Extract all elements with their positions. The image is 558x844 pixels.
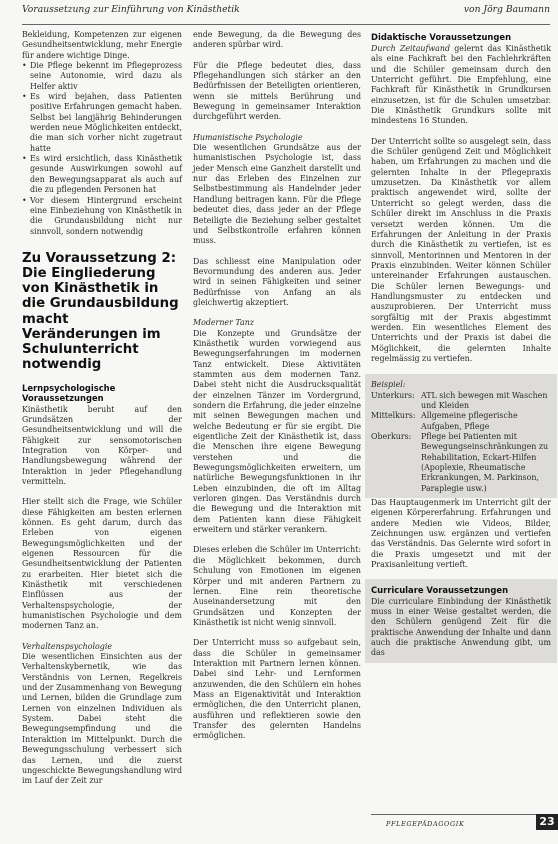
subheading: Didaktische Voraussetzungen bbox=[371, 32, 512, 42]
italic-subheading: Moderner Tanz bbox=[193, 318, 254, 328]
example-key: Unterkurs: bbox=[371, 390, 415, 400]
list-item: • Die Pflege bekennt im Pflegeprozess seine Autonomie, wird dazu als Helfer aktiv bbox=[22, 61, 182, 92]
example-row bbox=[371, 432, 551, 494]
example-label: Beispiel: bbox=[371, 380, 406, 390]
journal-name: PFLEGEPÄDAGOGIK bbox=[386, 820, 465, 828]
running-header bbox=[22, 4, 550, 22]
paragraph: Das Hauptaugenmerk im Unterricht gilt der eigenen Körpererfahrung. Erfahrungen und andere Medien wie Videos, Bilder, Zeichnungen usw. ergänzen und vertiefen das Verständnis. Das Gelernte wird sofort in die Praxis umgesetzt und mit der Praxisanleitung vertieft. bbox=[371, 498, 551, 570]
bullet-list bbox=[22, 61, 182, 237]
header-right: von Jörg Baumann bbox=[463, 4, 550, 15]
example-box bbox=[365, 374, 557, 498]
paragraph: Die Konzepte und Grundsätze der Kinästhetik wurden vorwiegend aus Bewegungserfahrungen im modernen Tanz entwickelt. Diese Aktivitäten stammten aus dem modernen Tanz. Dabei steht nicht die Ausdrucksqualität der einzelnen Tänzer im Vordergrund, sondern die Erfahrung, die jeder einzelne mit seinen Bewegungen machen und welche Bedeutung er für sie ergibt. Die eigentliche Zeit der Kinästhetik ist, dass die Menschen ihre eigene Bewegung verstehen und die Bewegungsmöglichkeiten erweitern, um natürliche Bewegungsfunktionen in ihr Leben einzubinden, die oft im Alltag verloren gingen. Das Verständnis durch die Bewegung und die Interaktion mit dem Patienten kann diese Fähigkeit erweitern und stärker verankern. bbox=[193, 328, 361, 535]
header-rule bbox=[22, 24, 550, 25]
paragraph-text: gelernt das Kinästhetik als eine Fachkraft bei den Fachlehrkräften und die Schüler gemeinsam durch den Unterricht geführt. Die Empfehlung, eine Fachkraft für Kinästhetik in Grundkursen einzusetzen, ist für die Schulen umsetzbar. Die Kinästhetik Grundkurs sollte mit mindestens 16 Stunden. bbox=[371, 44, 551, 126]
subheading: Lernpsychologische Voraussetzungen bbox=[22, 382, 116, 403]
italic-lead: Durch Zeitaufwand bbox=[371, 44, 451, 53]
column-2 bbox=[193, 30, 361, 742]
paragraph: Dieses erleben die Schüler im Unterricht: die Möglichkeit bekommen, durch Schulung von Emotionen im eigenen Körper und mit anderen Partnern zu lernen. Eine rein theoretische Auseinandersetzung mit den Grundsätzen und Konzepten der Kinästhetik ist nicht wenig sinnvoll. bbox=[193, 545, 361, 627]
paragraph: Die wesentlichen Grundsätze aus der humanistischen Psychologie ist, dass jeder Mensch eine Ganzheit darstellt und nur das Erleben des Einzelnen zur Selbstbestimmung als Handelnder jeder Handlung beitragen kann. Für die Pflege bedeutet dies, dass jeder an der Pflege Beteiligte die Beziehung selber gestaltet und Selbstkontrolle erfahren können muss. bbox=[193, 143, 361, 246]
list-item: • Vor diesem Hintergrund erscheint eine Einbeziehung von Kinästhetik in die Grundausbildung nicht nur sinnvoll, sondern notwendig bbox=[22, 196, 182, 237]
subheading: Curriculare Voraussetzungen bbox=[371, 584, 509, 595]
page-number: 23 bbox=[536, 814, 558, 830]
example-value: ATL sich bewegen mit Waschen und Kleiden bbox=[421, 390, 548, 410]
example-value: Allgemeine pflegerische Aufgaben, Pflege bbox=[421, 411, 518, 431]
column-3 bbox=[371, 30, 551, 663]
section-heading: Zu Voraussetzung 2: Die Eingliederung von Kinästhetik in die Grundausbildung macht Veränderungen im Schulunterricht notwendig bbox=[22, 250, 179, 373]
paragraph: Das schliesst eine Manipulation oder Bevormundung des anderen aus. Jeder wird in seinen Fähigkeiten und seiner Bedürfnisse von Anfang an als gleichwertig akzeptiert. bbox=[193, 256, 361, 307]
list-item: • Es wird ersichtlich, dass Kinästhetik gesunde Auswirkungen sowohl auf den Bewegungsapparat als auch auf die zu pflegenden Personen hat bbox=[22, 154, 182, 195]
example-key: Oberkurs: bbox=[371, 432, 412, 442]
paragraph: Die wesentlichen Einsichten aus der Verhaltenskybernetik, wie das Verständnis von Lernen, Regelkreis und der Zusammenhang von Bewegung und Lernen, bilden die Grundlage zum Lernen von einzelnen Individuen als System. Dabei steht die Bewegungsempfindung und die Interaktion im Mittelpunkt. Durch die Bewegungsschulung verbessert sich das Lernen, und die zuerst ungeschickte Bewegungshandlung wird im Lauf der Zeit zur bbox=[22, 652, 182, 786]
paragraph: Der Unterricht sollte so ausgelegt sein, dass die Schüler genügend Zeit und Möglichkeit haben, um Erfahrungen zu machen und die gelernten Inhalte in der Pflegepraxis umzusetzen. Da Kinästhetik vor allem praktisch angewendet wird, sollte der Unterricht so gelegt werden, dass die Schüler direkt im Anschluss in die Praxis versetzt werden können. Um die Erfahrungen der Anleitung in der Praxis durch die Kinästhetik zu vertiefen, ist es sinnvoll, Mentorinnen und Mentoren in der Praxis einzubinden. Weiter können Schüler untereinander Erfahrungen austauschen. Die Schüler lernen Bewegungs- und Handlungsmuster zu entdecken und auszuprobieren. Der Unterricht muss sorgfältig mit der Praxis abgestimmt werden. Ein wesentliches Element des Unterrichts und der Praxis ist dabei die Möglichkeit, die gelernten Inhalte regelmässig zu vertiefen. bbox=[371, 136, 551, 363]
example-key: Mittelkurs: bbox=[371, 411, 416, 421]
paragraph: Hier stellt sich die Frage, wie Schüler diese Fähigkeiten am besten erlernen können. Es geht darum, durch das Erleben von eigenen Bewegungsmöglichkeiten und der eigenen Ressourcen für die Gesundheitsentwicklung der Patienten zu erarbeiten. Hier bietet sich die Kinästhetik mit verschiedenen Einflüssen aus der Verhaltenspsychologie, der humanistischen Psychologie und dem modernen Tanz an. bbox=[22, 497, 182, 631]
paragraph bbox=[371, 44, 551, 127]
list-item: • Es wird bejahen, dass Patienten positive Erfahrungen gemacht haben. Selbst bei langjährig Behinderungen werden neue Möglichkeiten entdeckt, die man sich vorher nicht zugetraut hatte bbox=[22, 92, 182, 154]
example-value: Pflege bei Patienten mit Bewegungseinschränkungen zu Rehabilitation, Eckart-Hilfen (Apoplexie, Rheumatische Erkrankungen, M. Parkinson, Paraplegie usw.) bbox=[421, 432, 549, 493]
italic-subheading: Humanistische Psychologie bbox=[193, 132, 303, 142]
footer-rule bbox=[371, 814, 550, 815]
paragraph: Bekleidung, Kompetenzen zur eigenen Gesundheitsentwicklung, mehr Energie für andere wichtige Dinge. bbox=[22, 30, 182, 60]
paragraph: Der Unterricht muss so aufgebaut sein, dass die Schüler in gemeinsamer Interaktion mit Partnern lernen können. Dabei sind Lehr- und Lernformen anzuwenden, die den Schülern ein hohes Mass an Eigenaktivität und Interaktion ermöglichen, die den Unterricht planen, ausführen und reflektieren sowie den Transfer des gelernten Handelns ermöglichen. bbox=[193, 638, 361, 741]
column-1 bbox=[22, 30, 182, 787]
example-row bbox=[371, 391, 551, 412]
header-left: Voraussetzung zur Einführung von Kinästhetik bbox=[22, 4, 240, 15]
curricular-box bbox=[365, 579, 557, 663]
paragraph: Kinästhetik beruht auf den Grundsätzen der Gesundheitsentwicklung und will die Fähigkeit zur sensomotorischen Integration von Körper- und Handlungsbewegung während der Interaktion in jeder Pflegehandlung vermitteln. bbox=[22, 404, 182, 486]
italic-subheading: Verhaltenspsychologie bbox=[22, 641, 113, 651]
paragraph: Für die Pflege bedeutet dies, dass Pflegehandlungen sich stärker an den Bedürfnissen der Beteiligten orientieren, wenn sie mittels Berührung und Bewegung in gemeinsamer Interaktion durchgeführt werden. bbox=[193, 60, 361, 122]
paragraph: Die curriculare Einbindung der Kinästhetik muss in einer Weise gestaltet werden, die den Schülern genügend Zeit für die praktische Anwendung der Inhalte und dann auch die praktische Anwendung gibt, um das bbox=[371, 596, 551, 658]
example-row bbox=[371, 411, 551, 432]
paragraph: ende Bewegung, da die Bewegung des anderen spürbar wird. bbox=[193, 30, 361, 50]
